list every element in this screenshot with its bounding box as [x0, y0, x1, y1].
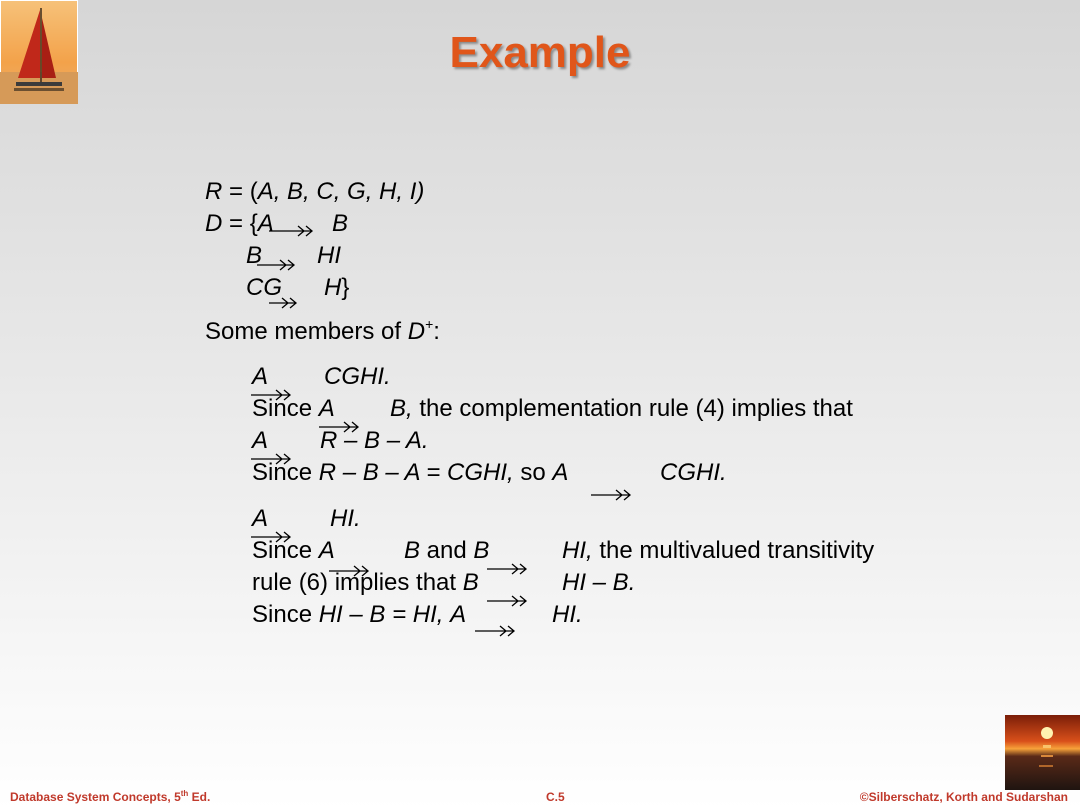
multivalued-arrow-icon	[250, 388, 292, 402]
multivalued-arrow-icon	[256, 258, 296, 272]
example2-rhs: HI.	[330, 505, 361, 532]
example2-conclusion: Since HI – B = HI, A	[252, 601, 467, 628]
members-heading: Some members of D+:	[205, 316, 440, 345]
multivalued-arrow-icon	[268, 224, 314, 238]
multivalued-arrow-icon	[590, 488, 632, 502]
example2-since-start: Since A	[252, 537, 335, 564]
example1-conclusion-rhs: CGHI.	[660, 459, 727, 486]
example1-conclusion: Since R – B – A = CGHI, so A	[252, 459, 569, 486]
example2-rule-line: rule (6) implies that B	[252, 569, 479, 596]
relation-definition: R = (A, B, C, G, H, I)	[205, 178, 425, 205]
example1-complement-lhs: A	[252, 427, 269, 454]
example2-conclusion-rhs: HI.	[552, 601, 583, 628]
sunset-logo	[1005, 715, 1080, 790]
multivalued-arrow-icon	[328, 564, 370, 578]
example1-since-line: Since A	[252, 395, 335, 422]
example1-since-rest: B, the complementation rule (4) implies that	[390, 395, 853, 422]
multivalued-arrow-icon	[474, 624, 516, 638]
dependency-set-line1: D = {A	[205, 210, 274, 237]
example2-since-rest: HI, the multivalued transitivity	[562, 537, 875, 564]
multivalued-arrow-icon	[250, 530, 292, 544]
multivalued-arrow-icon	[486, 594, 528, 608]
footer-page-number: C.5	[546, 790, 565, 804]
example1-complement-rhs: R – B – A.	[320, 427, 429, 454]
multivalued-arrow-icon	[486, 562, 528, 576]
dependency-set-lhs2: B	[246, 242, 263, 269]
example2-since-mid: B and B	[404, 537, 490, 564]
multivalued-arrow-icon	[250, 452, 292, 466]
footer-copyright: ©Silberschatz, Korth and Sudarshan	[859, 790, 1068, 804]
dependency-set-rhs3: H}	[324, 274, 350, 301]
example1-lhs: A	[252, 363, 269, 390]
slide-title: Example	[449, 28, 631, 77]
example2-rule-rhs: HI – B.	[562, 569, 636, 596]
example2-lhs: A	[252, 505, 269, 532]
multivalued-arrow-icon	[268, 296, 298, 310]
dependency-set-rhs2: HI	[317, 242, 341, 269]
dependency-set-lhs3: CG	[246, 274, 282, 301]
multivalued-arrow-icon	[318, 420, 360, 434]
example1-rhs: CGHI.	[324, 363, 391, 390]
footer-book-title: Database System Concepts, 5th Ed.	[10, 789, 211, 804]
dependency-set-rhs1: B	[332, 210, 349, 237]
